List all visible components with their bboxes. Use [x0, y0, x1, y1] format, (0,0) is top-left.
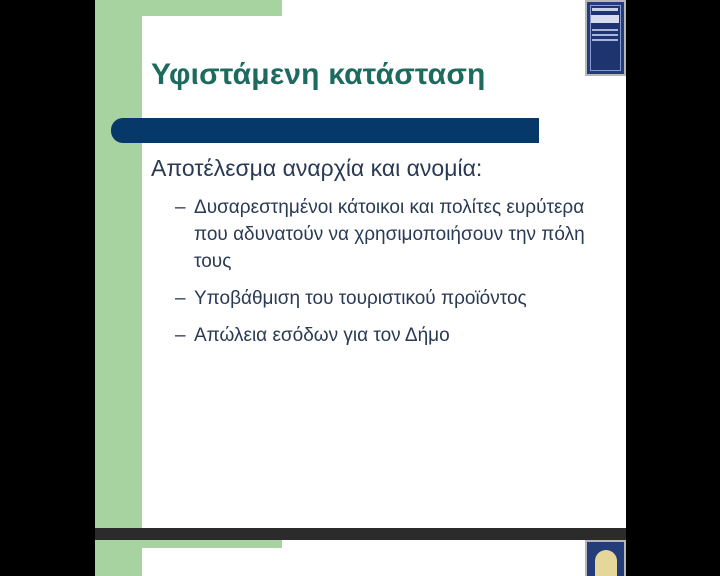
green-top-band: [95, 540, 282, 548]
dash-marker: –: [175, 325, 186, 346]
list-item-text: Υποβάθμιση του τουριστικού προϊόντος: [194, 288, 527, 309]
slide-heading: Αποτέλεσμα αναρχία και ανομία:: [151, 155, 483, 181]
list-item: [151, 194, 621, 275]
corner-curve: [142, 16, 172, 46]
list-item-text: Απώλεια εσόδων για τον Δήμο: [194, 325, 450, 346]
title-underline-bar: [111, 118, 539, 143]
next-slide-preview: [95, 540, 626, 576]
slide-content: [151, 155, 621, 359]
list-item-text: Δυσαρεστημένοι κάτοικοι και πολίτες ευρύτερα που αδυνατούν να χρησιμοποιήσουν την πόλη τους: [194, 197, 585, 272]
green-side-band: [95, 0, 142, 528]
dash-marker: –: [175, 288, 186, 309]
list-item: [151, 322, 621, 349]
book-logo-icon: [585, 0, 626, 76]
slide-title: Υφιστάμενη κατάσταση: [151, 58, 486, 91]
portrait-logo-icon: [585, 540, 626, 576]
green-top-band: [142, 0, 282, 16]
slide-separator: [95, 528, 626, 540]
list-item: [151, 285, 621, 312]
slide: [95, 0, 626, 528]
dash-marker: –: [175, 197, 186, 218]
bullet-list: [151, 194, 621, 349]
